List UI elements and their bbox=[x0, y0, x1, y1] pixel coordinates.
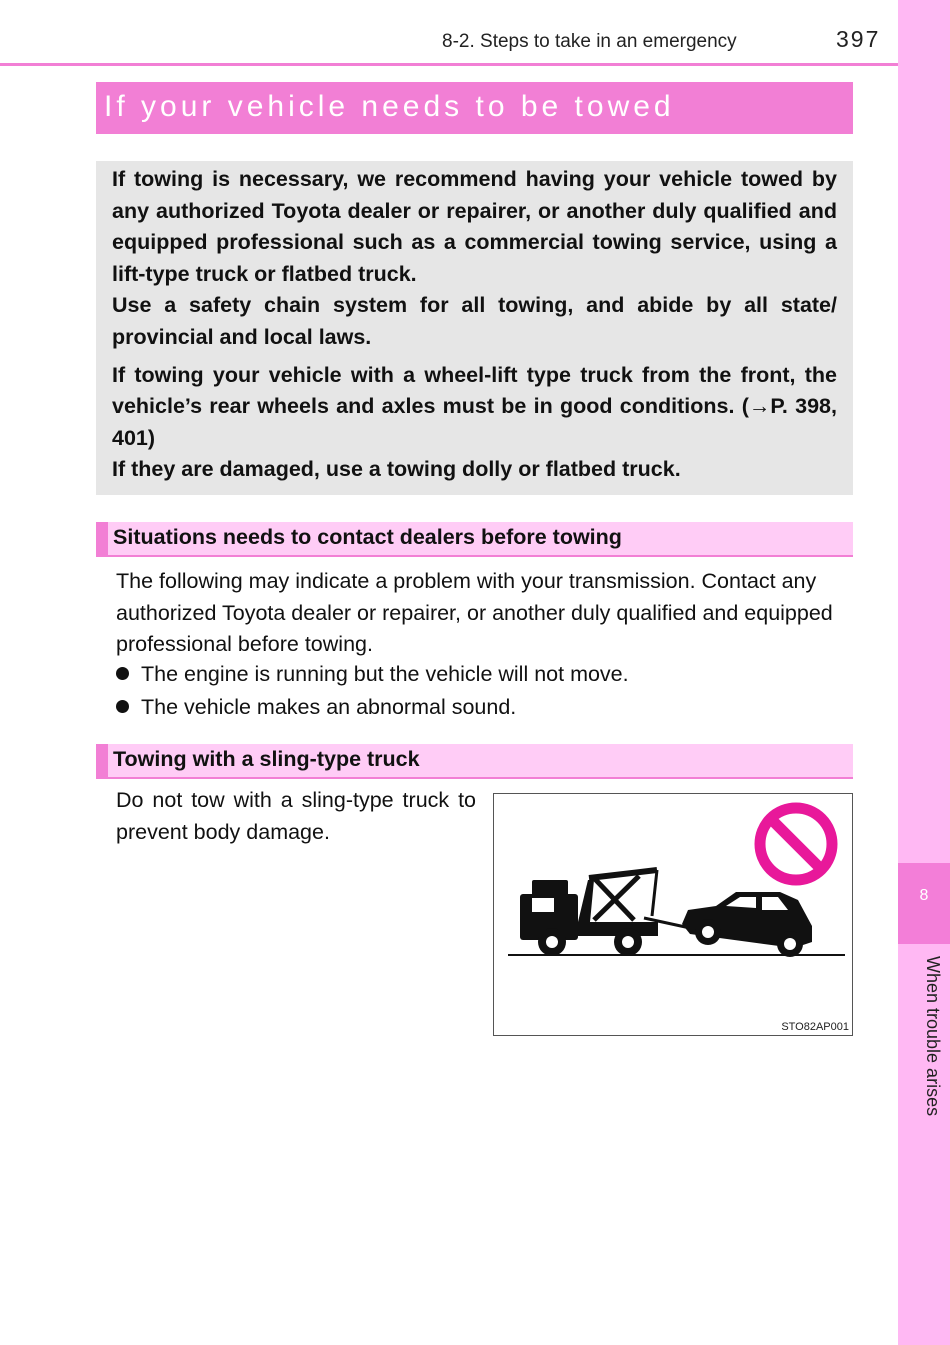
section-title: 8-2. Steps to take in an emergency bbox=[442, 31, 737, 52]
section-heading-label: Situations needs to contact dealers before towing bbox=[113, 525, 622, 549]
section-paragraph: The following may indicate a problem with your transmission. Contact any authorized Toyota dealer or repairer, or another duly qualified and equipped professional before towing. bbox=[116, 569, 833, 656]
heading-marker bbox=[96, 522, 108, 555]
list-item bbox=[116, 692, 516, 724]
sling-tow-figure bbox=[493, 793, 853, 1036]
sling-tow-illustration bbox=[494, 794, 854, 1037]
list-item bbox=[116, 659, 629, 691]
towed-car-icon bbox=[682, 892, 812, 957]
intro-paragraph: If they are damaged, use a towing dolly or flatbed truck. bbox=[112, 457, 681, 482]
section-heading-sling bbox=[96, 744, 853, 779]
page-title: If your vehicle needs to be towed bbox=[104, 90, 675, 123]
figure-id: STO82AP001 bbox=[781, 1021, 849, 1033]
header-divider bbox=[0, 63, 898, 66]
list-item-text: The engine is running but the vehicle will not move. bbox=[141, 662, 629, 686]
section-paragraph: Do not tow with a sling-type truck to prevent body damage. bbox=[116, 788, 476, 844]
chapter-label: When trouble arises bbox=[923, 956, 943, 1117]
intro-paragraph: Use a safety chain system for all towing, and abide by all state/ provincial and local laws. bbox=[112, 293, 837, 349]
chapter-tab[interactable] bbox=[898, 863, 950, 944]
heading-marker bbox=[96, 744, 108, 777]
prohibited-icon bbox=[760, 808, 832, 880]
page-title-bar bbox=[96, 82, 853, 134]
intro-box bbox=[96, 161, 853, 495]
section-heading-dealers bbox=[96, 522, 853, 557]
list-item-text: The vehicle makes an abnormal sound. bbox=[141, 695, 517, 719]
page-number: 397 bbox=[836, 26, 881, 52]
bullet-icon bbox=[116, 667, 129, 680]
intro-paragraph: If towing is necessary, we recommend having your vehicle towed by any authorized Toyota dealer or repairer, or another duly qualified and equipped professional such as a commercial towing service, using a lift-type truck or flatbed truck. bbox=[112, 167, 837, 286]
intro-paragraph: If towing your vehicle with a wheel-lift type truck from the front, the vehicle’s rear wheels and axles must be in good conditions. (→P. 398, 401) bbox=[112, 362, 837, 450]
bullet-icon bbox=[116, 700, 129, 713]
tow-truck-icon bbox=[520, 870, 690, 956]
chapter-number: 8 bbox=[919, 887, 929, 904]
section-heading-label: Towing with a sling-type truck bbox=[113, 747, 420, 771]
